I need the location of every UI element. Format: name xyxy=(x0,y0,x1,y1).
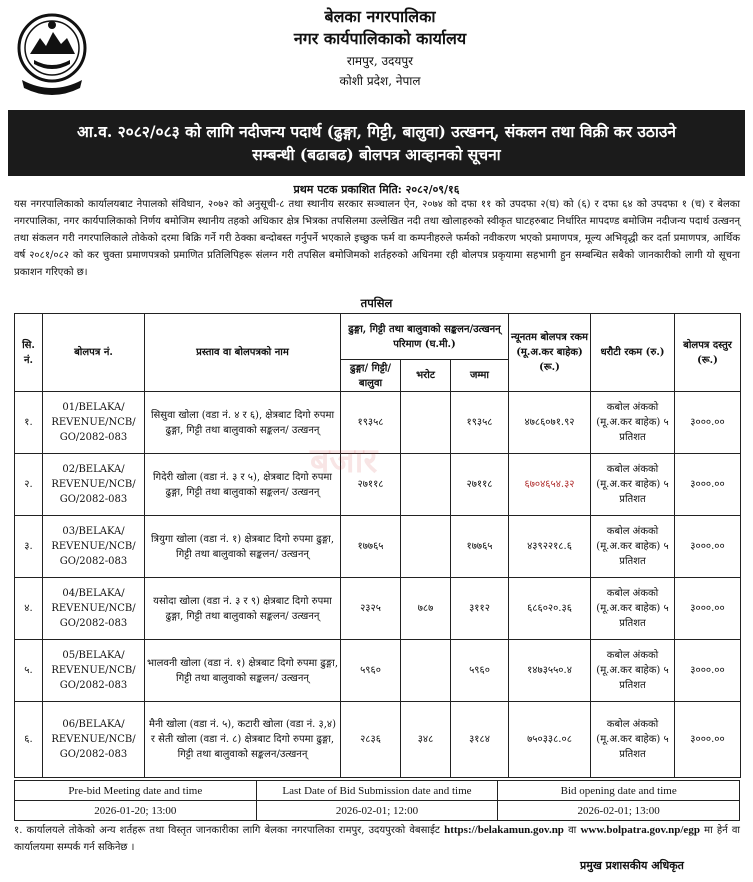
row-gravel: ७८७ xyxy=(401,578,451,640)
row-ref: 05/BELAKA/ REVENUE/NCB/ GO/2082-083 xyxy=(43,640,145,702)
row-min-bid: १४७३५५०.४ xyxy=(509,640,591,702)
row-ref: 06/BELAKA/ REVENUE/NCB/ GO/2082-083 xyxy=(43,702,145,778)
municipality-name: बेलका नगरपालिका xyxy=(324,7,436,26)
row-fee: ३०००.०० xyxy=(675,454,741,516)
signatory: प्रमुख प्रशासकीय अधिकृत xyxy=(580,859,684,872)
row-total: ३१८४ xyxy=(451,702,509,778)
table-row xyxy=(15,454,741,516)
row-min-bid: ६७०४६५४.३२ xyxy=(509,454,591,516)
footnote-prefix: १. कार्यालयले तोकेको अन्य शर्तहरू तथा विस्तृत जानकारीका लागि बेलका नगरपालिका रामपुर, उदयपुरको वेबसाईट xyxy=(14,825,440,836)
nepal-emblem-icon xyxy=(16,8,88,100)
row-deposit: कबोल अंकको (मू.अ.कर बाहेक) ५ प्रतिशत xyxy=(591,454,675,516)
row-stone: ५९६० xyxy=(341,640,401,702)
row-fee: ३०००.०० xyxy=(675,392,741,454)
dates-table xyxy=(14,780,740,821)
row-name: यसोदा खोला (वडा नं. ३ र ९) क्षेत्रबाट दिगो रुपमा ढुङ्गा, गिट्टी तथा बालुवाको सङ्कलन/ उत्खनन् xyxy=(145,578,341,640)
row-sn: १. xyxy=(15,392,43,454)
bid-schedule-table xyxy=(14,313,741,778)
row-total: १७७६५ xyxy=(451,516,509,578)
intro-paragraph: यस नगरपालिकाको कार्यालयबाट नेपालको संविधान, २०७२ को अनुसूची-८ तथा स्थानीय सरकार सञ्चालन ऐन, २०७४ को दफा ११ को उपदफा २(घ) को (६) र दफा ६४ को उपदफा १ (च) र बेलका नगरपालिका, नगर कार्यपालिकाको निर्णय बमोजिम स्थानीय तहको अधिकार क्षेत्र भित्रका तपसिलमा उल्लेखित नदी तथा खोलाहरुको स्वीकृत घाटहरुबाट निर्धारित मापदण्ड बमोजिम नदीजन्य पदार्थ उत्खनन् तथा संकलन गरी नगरपालिकाले तोकेको दरमा बिक्रि गर्ने गरी ठेक्का बन्दोबस्त गर्नुपर्ने भएकाले इच्छुक फर्म वा कम्पनीहरुले फर्मको नवीकरण भएको प्रमाणपत्र, मूल्य अभिवृद्धी कर दर्ता प्रमाणपत्र, आर्थिक वर्ष २०८१/०८२ को कर चुक्ता प्रमाणपत्रको प्रमाणित प्रतिलिपिहरू संलग्न गरी तपसिल बमोजिमको शर्तहरुको अधिनमा रही बोलपत्र प्रकृयामा सहभागी हुन सम्बन्धित सबैको जानकारीको लागी यो सूचना प्रकाशन गरिएको छ। xyxy=(14,199,740,278)
row-sn: ३. xyxy=(15,516,43,578)
row-total: २७११८ xyxy=(451,454,509,516)
footnote-or: वा xyxy=(568,825,577,836)
bolpatra-link[interactable]: www.bolpatra.gov.np/egp xyxy=(580,824,700,836)
row-name: भालवनी खोला (वडा नं. १) क्षेत्रबाट दिगो रुपमा ढुङ्गा, गिट्टी तथा बालुवाको सङ्कलन/ उत्खनन् xyxy=(145,640,341,702)
watermark: बजार xyxy=(310,441,378,481)
row-total: १९३५८ xyxy=(451,392,509,454)
row-sn: ५. xyxy=(15,640,43,702)
col-qty-stone: ढुङ्गा/ गिट्टी/ बालुवा xyxy=(341,360,401,392)
row-ref: 03/BELAKA/ REVENUE/NCB/ GO/2082-083 xyxy=(43,516,145,578)
prebid-value: 2026-01-20; 13:00 xyxy=(15,801,257,821)
table-row xyxy=(15,702,741,778)
table-row xyxy=(15,516,741,578)
row-stone: १७७६५ xyxy=(341,516,401,578)
row-deposit: कबोल अंकको (मू.अ.कर बाहेक) ५ प्रतिशत xyxy=(591,640,675,702)
row-fee: ३०००.०० xyxy=(675,516,741,578)
row-min-bid: ४७८६०७१.९२ xyxy=(509,392,591,454)
notice-title-line1: आ.व. २०८२/०८३ को लागि नदीजन्य पदार्थ (ढुङ्गा, गिट्टी, बालुवा) उत्खनन्, संकलन तथा विक्री कर उठाउने xyxy=(76,122,677,141)
prebid-label: Pre-bid Meeting date and time xyxy=(15,781,257,801)
row-deposit: कबोल अंकको (मू.अ.कर बाहेक) ५ प्रतिशत xyxy=(591,392,675,454)
row-deposit: कबोल अंकको (मू.अ.कर बाहेक) ५ प्रतिशत xyxy=(591,578,675,640)
table-row xyxy=(15,640,741,702)
website-link[interactable]: https://belakamun.gov.np xyxy=(444,824,564,836)
row-ref: 04/BELAKA/ REVENUE/NCB/ GO/2082-083 xyxy=(43,578,145,640)
notice-title-banner xyxy=(8,110,745,176)
col-qty-gravel: भरोट xyxy=(401,360,451,392)
row-ref: 02/BELAKA/ REVENUE/NCB/ GO/2082-083 xyxy=(43,454,145,516)
col-name: प्रस्ताव वा बोलपत्रको नाम xyxy=(145,314,341,392)
col-min-bid: न्यूनतम बोलपत्र रकम (मू.अ.कर बाहेक) (रू.) xyxy=(509,314,591,392)
row-stone: २८३६ xyxy=(341,702,401,778)
opening-value: 2026-02-01; 13:00 xyxy=(498,801,740,821)
office-name: नगर कार्यपालिकाको कार्यालय xyxy=(293,29,467,48)
col-qty-group: ढुङ्गा, गिट्टी तथा बालुवाको सङ्कलन/उत्खनन् परिमाण (घ.मी.) xyxy=(341,314,509,360)
col-qty-total: जम्मा xyxy=(451,360,509,392)
row-ref: 01/BELAKA/ REVENUE/NCB/ GO/2082-083 xyxy=(43,392,145,454)
table-row xyxy=(15,578,741,640)
row-fee: ३०००.०० xyxy=(675,640,741,702)
row-fee: ३०००.०० xyxy=(675,578,741,640)
row-gravel xyxy=(401,392,451,454)
row-name: मैनी खोला (वडा नं. ५), कटारी खोला (वडा नं. ३,४) र सेती खोला (वडा नं. ८) क्षेत्रबाट दिगो रुपमा ढुङ्गा, गिट्टी तथा बालुवाको सङ्कलन/उत्खनन् xyxy=(145,702,341,778)
row-gravel xyxy=(401,516,451,578)
row-sn: ४. xyxy=(15,578,43,640)
row-deposit: कबोल अंकको (मू.अ.कर बाहेक) ५ प्रतिशत xyxy=(591,702,675,778)
submission-value: 2026-02-01; 12:00 xyxy=(256,801,498,821)
row-min-bid: ४३९२२१८.६ xyxy=(509,516,591,578)
col-fee: बोलपत्र दस्तुर (रू.) xyxy=(675,314,741,392)
office-header xyxy=(120,6,640,91)
office-province: कोशी प्रदेश, नेपाल xyxy=(339,74,421,88)
row-min-bid: ६८६०२०.३६ xyxy=(509,578,591,640)
table-row xyxy=(15,392,741,454)
row-min-bid: ७५०३३८.०८ xyxy=(509,702,591,778)
schedule-title: तपसिल xyxy=(360,296,393,310)
col-ref: बोलपत्र नं. xyxy=(43,314,145,392)
col-sn: सि. नं. xyxy=(15,314,43,392)
row-name: गिदेरी खोला (वडा नं. ३ र ५), क्षेत्रबाट दिगो रुपमा ढुङ्गा, गिट्टी तथा बालुवाको सङ्कलन/ उत्खनन् xyxy=(145,454,341,516)
row-gravel: ३४८ xyxy=(401,702,451,778)
opening-label: Bid opening date and time xyxy=(498,781,740,801)
row-deposit: कबोल अंकको (मू.अ.कर बाहेक) ५ प्रतिशत xyxy=(591,516,675,578)
row-stone: २७११८ xyxy=(341,454,401,516)
row-stone: १९३५८ xyxy=(341,392,401,454)
row-name: त्रियुगा खोला (वडा नं. १) क्षेत्रबाट दिगो रुपमा ढुङ्गा, गिट्टी तथा बालुवाको सङ्कलन/ उत्खनन् xyxy=(145,516,341,578)
office-address: रामपुर, उदयपुर xyxy=(346,54,414,68)
row-total: ५९६० xyxy=(451,640,509,702)
row-gravel xyxy=(401,454,451,516)
footnote-suffix: मा हेर्न वा कार्यालयमा सम्पर्क गर्न सकिनेछ । xyxy=(14,825,741,853)
row-gravel xyxy=(401,640,451,702)
row-name: सिसुवा खोला (वडा नं. ४ र ६), क्षेत्रबाट दिगो रुपमा ढुङ्गा, गिट्टी तथा बालुवाको सङ्कलन/ उत्खनन् xyxy=(145,392,341,454)
footnote xyxy=(14,822,740,856)
row-total: ३११२ xyxy=(451,578,509,640)
notice-title-line2: सम्बन्धी (बढाबढ) बोलपत्र आव्हानको सूचना xyxy=(252,145,501,164)
row-stone: २३२५ xyxy=(341,578,401,640)
row-fee: ३०००.०० xyxy=(675,702,741,778)
submission-label: Last Date of Bid Submission date and time xyxy=(256,781,498,801)
published-date: प्रथम पटक प्रकाशित मिति: २०८२/०९/१६ xyxy=(293,183,460,196)
col-deposit: धरौटी रकम (रु.) xyxy=(591,314,675,392)
row-sn: ६. xyxy=(15,702,43,778)
row-sn: २. xyxy=(15,454,43,516)
